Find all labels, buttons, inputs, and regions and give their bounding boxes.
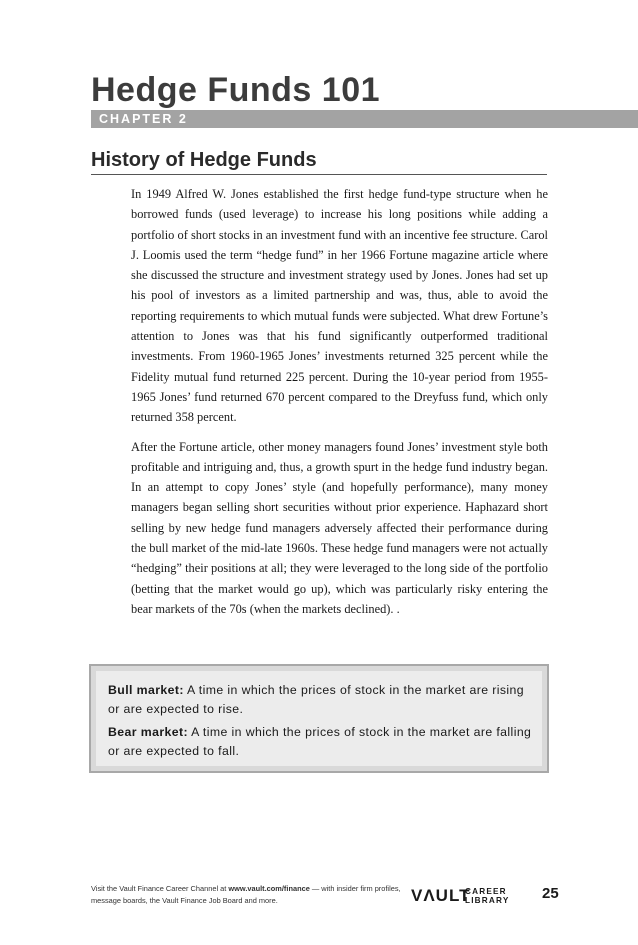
glossary-entry-bull-market (108, 681, 536, 719)
book-title: Hedge Funds 101 (91, 71, 381, 109)
section-divider (91, 174, 547, 175)
logo-subtitle (465, 887, 525, 905)
footer-note (91, 883, 411, 907)
glossary-entry-bear-market (108, 723, 536, 761)
glossary-term: Bear market: (108, 725, 188, 739)
logo-vault-text: VΛULT (411, 886, 471, 905)
logo-subtitle-line-1: CAREER (465, 887, 507, 896)
paragraph-2: After the Fortune article, other money managers found Jones’ investment style both profitable and intriguing and, thus, a growth spurt in the hedge fund industry began. In an attempt to copy Jones’ style (and hopefully performance), many money managers began selling short securities without prior experience. Haphazard short selling by new hedge fund managers adversely affected their performance during the bull market of the mid-late 1960s. These hedge fund managers were not actually “hedging” their positions at all; they were leveraged to the long side of the portfolio (betting that the market would go up), which was particularly risky entering the bear markets of the 70s (when the markets declined). . (131, 439, 548, 616)
logo-subtitle-line-2: LIBRARY (465, 896, 510, 905)
body-text (131, 184, 548, 628)
glossary-term: Bull market: (108, 683, 184, 697)
section-title: History of Hedge Funds (91, 149, 317, 171)
page-number: 25 (542, 885, 559, 902)
glossary-box (89, 664, 549, 773)
footer-link[interactable]: www.vault.com/finance (228, 884, 310, 893)
chapter-label: CHAPTER 2 (99, 112, 188, 126)
footer-note-prefix: Visit the Vault Finance Career Channel at (91, 884, 229, 893)
paragraph-1: In 1949 Alfred W. Jones established the first hedge fund-type structure when he borrowed funds (used leverage) to increase his long positions while adding a portfolio of short stocks in an investment fund with an incentive fee structure. Carol J. Loomis used the term “hedge fund” in her 1966 Fortune magazine article where she discussed the structure and investment strategy used by Jones. Jones had set up his pool of investors as a limited partnership and was, thus, able to avoid the reporting requirements to which mutual funds were subjected. What drew Fortune’s attention to Jones was that his fund significantly outperformed traditional investments. From 1960-1965 Jones’ investments returned 325 percent while the Fidelity mutual fund returned 225 percent. During the 10-year period from 1955-1965 Jones’ fund returned 670 percent compared to the Dreyfuss fund, which only returned 358 percent. (131, 187, 548, 425)
glossary-definition: A time in which the prices of stock in the market are falling or are expected to fall. (108, 725, 532, 758)
glossary-definition: A time in which the prices of stock in the market are rising or are expected to rise. (108, 683, 525, 716)
glossary-panel (96, 671, 542, 766)
chapter-banner (91, 110, 638, 128)
footer-note-suffix: — with insider firm profiles, message boards, the Vault Finance Job Board and more. (91, 884, 401, 905)
